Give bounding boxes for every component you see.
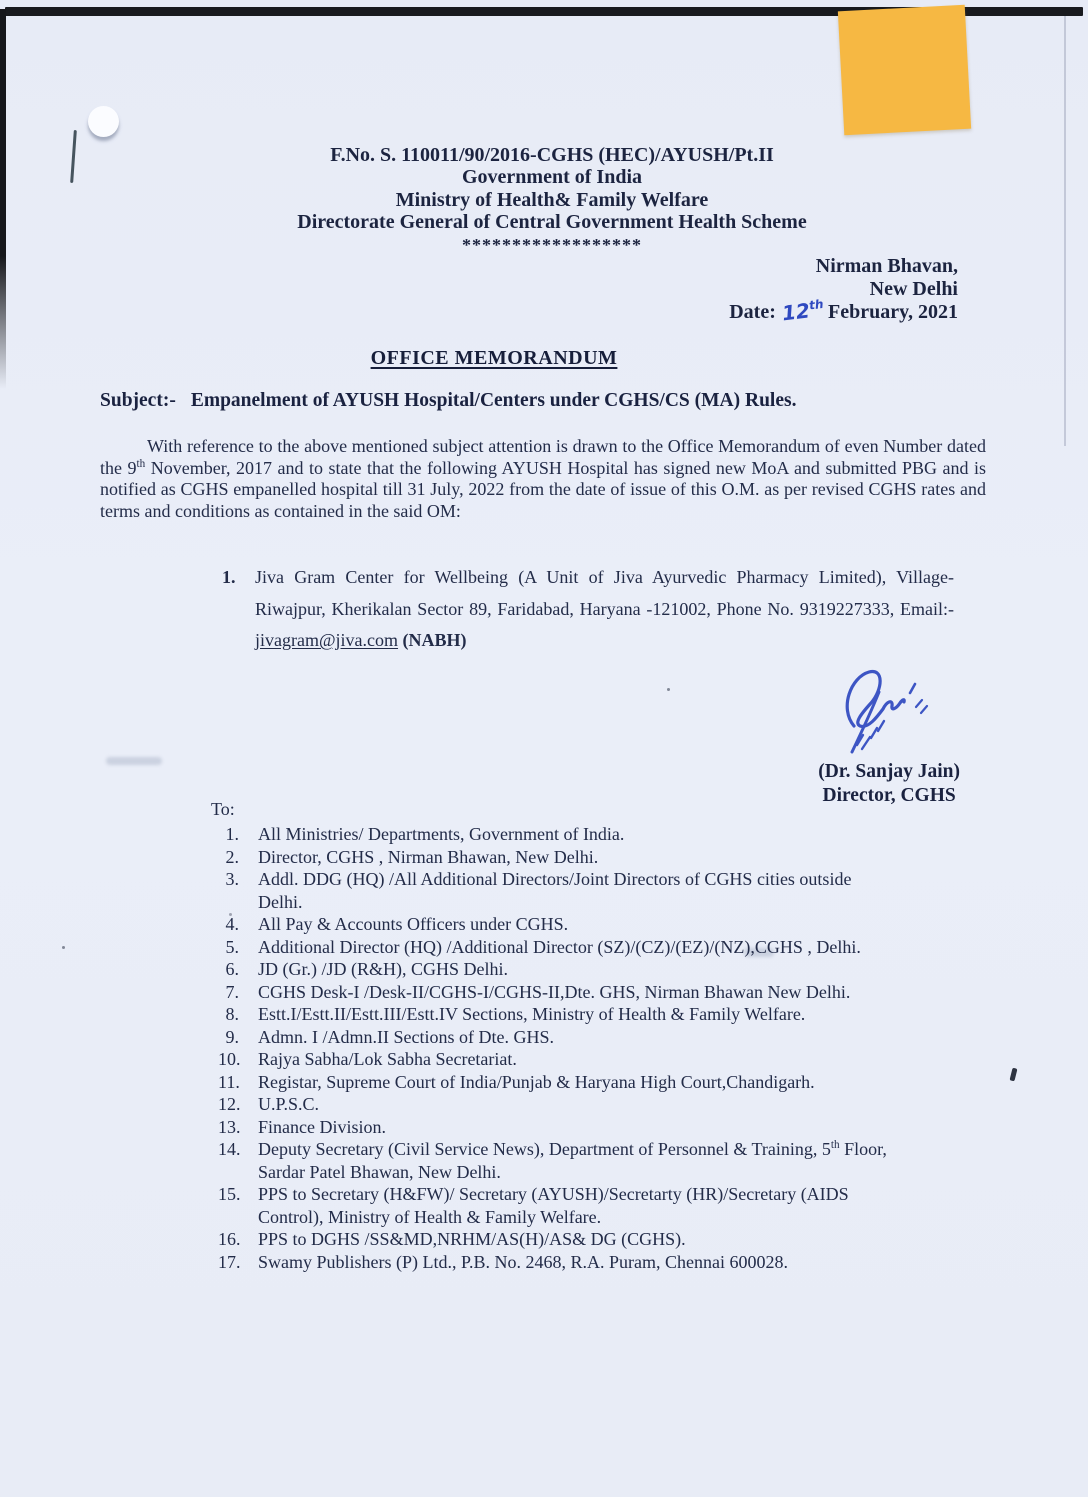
asterisk-separator: ****************** [462,234,642,255]
recipient-number: 1. [225,824,239,844]
recipient-number: 15. [218,1184,241,1204]
recipient-number: 5. [225,936,239,957]
place-date-block [729,255,958,324]
hospital-item-number: 1. [222,567,236,587]
place-line-2: New Delhi [869,277,958,300]
subject-label: Subject:- [100,390,176,411]
recipient-text: JD (Gr.) /JD (R&H), CGHS Delhi. [258,959,508,979]
date-rest: February, 2021 [828,301,958,323]
recipient-row [218,1071,966,1094]
hospital-item-text: Jiva Gram Center for Wellbeing (A Unit of Jiva Ayurvedic Pharmacy Limited), Village-Riwajpur, Kherikalan Sector 89, Faridabad, Haryana -121002, Phone No. 9319227333, Email:- jivagram@jiva.com (NABH) [255,567,954,650]
recipient-text: All Pay & Accounts Officers under CGHS. [258,914,569,934]
recipient-text: Estt.I/Estt.II/Estt.III/Estt.IV Sections, Ministry of Health & Family Welfare. [258,1004,806,1024]
recipient-row [218,1228,966,1251]
recipient-text: U.P.S.C. [258,1094,320,1114]
recipient-number: 9. [225,1026,239,1047]
ink-speck-mark [1010,1068,1018,1082]
recipient-number: 7. [225,981,239,1002]
signatory-name: (Dr. Sanjay Jain) [818,761,960,782]
recipient-row [218,1048,966,1071]
recipient-text: Deputy Secretary (Civil Service News), Department of Personnel & Training, 5th Floor, Sardar Patel Bhawan, New Delhi. [258,1139,887,1182]
pencil-smudge [106,757,162,765]
recipient-row [218,1026,966,1049]
punch-hole-sticker [88,106,119,137]
body-paragraph: With reference to the above mentioned subject attention is drawn to the Office Memorandum of even Number dated the 9th November, 2017 and to state that the following AYUSH Hospital has signed new MoA and submitted PBG and is notified as CGHS empanelled hospital till 31 July, 2022 from the date of issue of this O.M. as per revised CGHS rates and terms and conditions as contained in the said OM: [100,436,986,522]
recipient-number: 10. [218,1049,241,1069]
org-line-directorate: Directorate General of Central Government Health Scheme [297,211,807,234]
recipient-text: Addl. DDG (HQ) /All Additional Directors/Joint Directors of CGHS cities outside Delhi. [258,869,852,912]
date-line [729,296,958,326]
recipient-number: 3. [225,869,239,889]
recipient-row [218,823,966,846]
dust-speck [667,688,670,691]
org-line-government: Government of India [462,166,642,189]
recipient-row [218,1116,966,1139]
org-line-ministry: Ministry of Health& Family Welfare [395,188,709,211]
recipient-row [218,1251,966,1274]
recipient-text: PPS to Secretary (H&FW)/ Secretary (AYUSH)/Secretarty (HR)/Secretary (AIDS Control), Ministry of Health & Family Welfare. [258,1184,849,1227]
distribution-label: To: [211,799,235,819]
recipient-row [218,1138,966,1183]
recipient-text: All Ministries/ Departments, Government of India. [258,824,625,844]
recipient-number: 6. [225,959,239,979]
hospital-list-item [222,562,954,657]
recipient-text: Swamy Publishers (P) Ltd., P.B. No. 2468, R.A. Puram, Chennai 600028. [258,1251,789,1272]
recipient-number: 14. [218,1139,241,1159]
signatory-designation: Director, CGHS [822,784,956,806]
subject-line [100,390,796,412]
recipient-number: 11. [218,1071,240,1092]
recipient-row [218,868,966,913]
recipient-text: Director, CGHS , Nirman Bhawan, New Delhi. [258,846,599,867]
memo-title-row [0,347,988,370]
signature-scribble [826,662,946,766]
recipient-number: 13. [218,1116,241,1137]
recipient-text: Finance Division. [258,1116,386,1137]
recipient-row [218,981,966,1004]
recipient-text: Registar, Supreme Court of India/Punjab & Haryana High Court,Chandigarh. [258,1071,815,1092]
recipient-number: 16. [218,1229,241,1249]
recipient-row [218,846,966,869]
recipient-text: CGHS Desk-I /Desk-II/CGHS-I/CGHS-II,Dte. GHS, Nirman Bhawan New Delhi. [258,981,851,1002]
recipient-text: PPS to DGHS /SS&MD,NRHM/AS(H)/AS& DG (CGHS). [258,1229,686,1249]
signatory-block [818,760,960,807]
page-title: OFFICE MEMORANDUM [370,347,618,369]
date-label: Date: [729,301,776,323]
recipient-text: Rajya Sabha/Lok Sabha Secretariat. [258,1049,517,1069]
recipient-row [218,1003,966,1026]
recipient-number: 2. [225,846,239,867]
recipient-number: 12. [218,1094,241,1114]
subject-text: Empanelment of AYUSH Hospital/Centers under CGHS/CS (MA) Rules. [190,390,797,411]
recipient-row [218,1093,966,1116]
recipient-number: 17. [218,1251,241,1272]
recipient-row [218,1183,966,1228]
handwritten-day-suffix: th [808,296,825,313]
recipient-row [218,913,966,936]
recipient-text: Admn. I /Admn.II Sections of Dte. GHS. [258,1026,554,1047]
scan-edge-left-band [0,9,6,389]
recipient-text: Additional Director (HQ) /Additional Director (SZ)/(CZ)/(EZ)/(NZ),CGHS , Delhi. [258,936,861,957]
letterhead [8,144,1088,256]
place-line-1: Nirman Bhavan, [815,255,958,277]
recipient-number: 4. [225,914,239,934]
dust-speck [62,946,65,949]
file-number: F.No. S. 110011/90/2016-CGHS (HEC)/AYUSH/Pt.II [330,144,774,166]
recipient-number: 8. [225,1004,239,1024]
recipient-row [218,936,966,959]
recipient-list [218,823,966,1273]
sticky-note [838,5,971,135]
recipient-row [218,958,966,981]
handwritten-day: 12 [780,298,812,326]
handwritten-date [781,298,826,325]
